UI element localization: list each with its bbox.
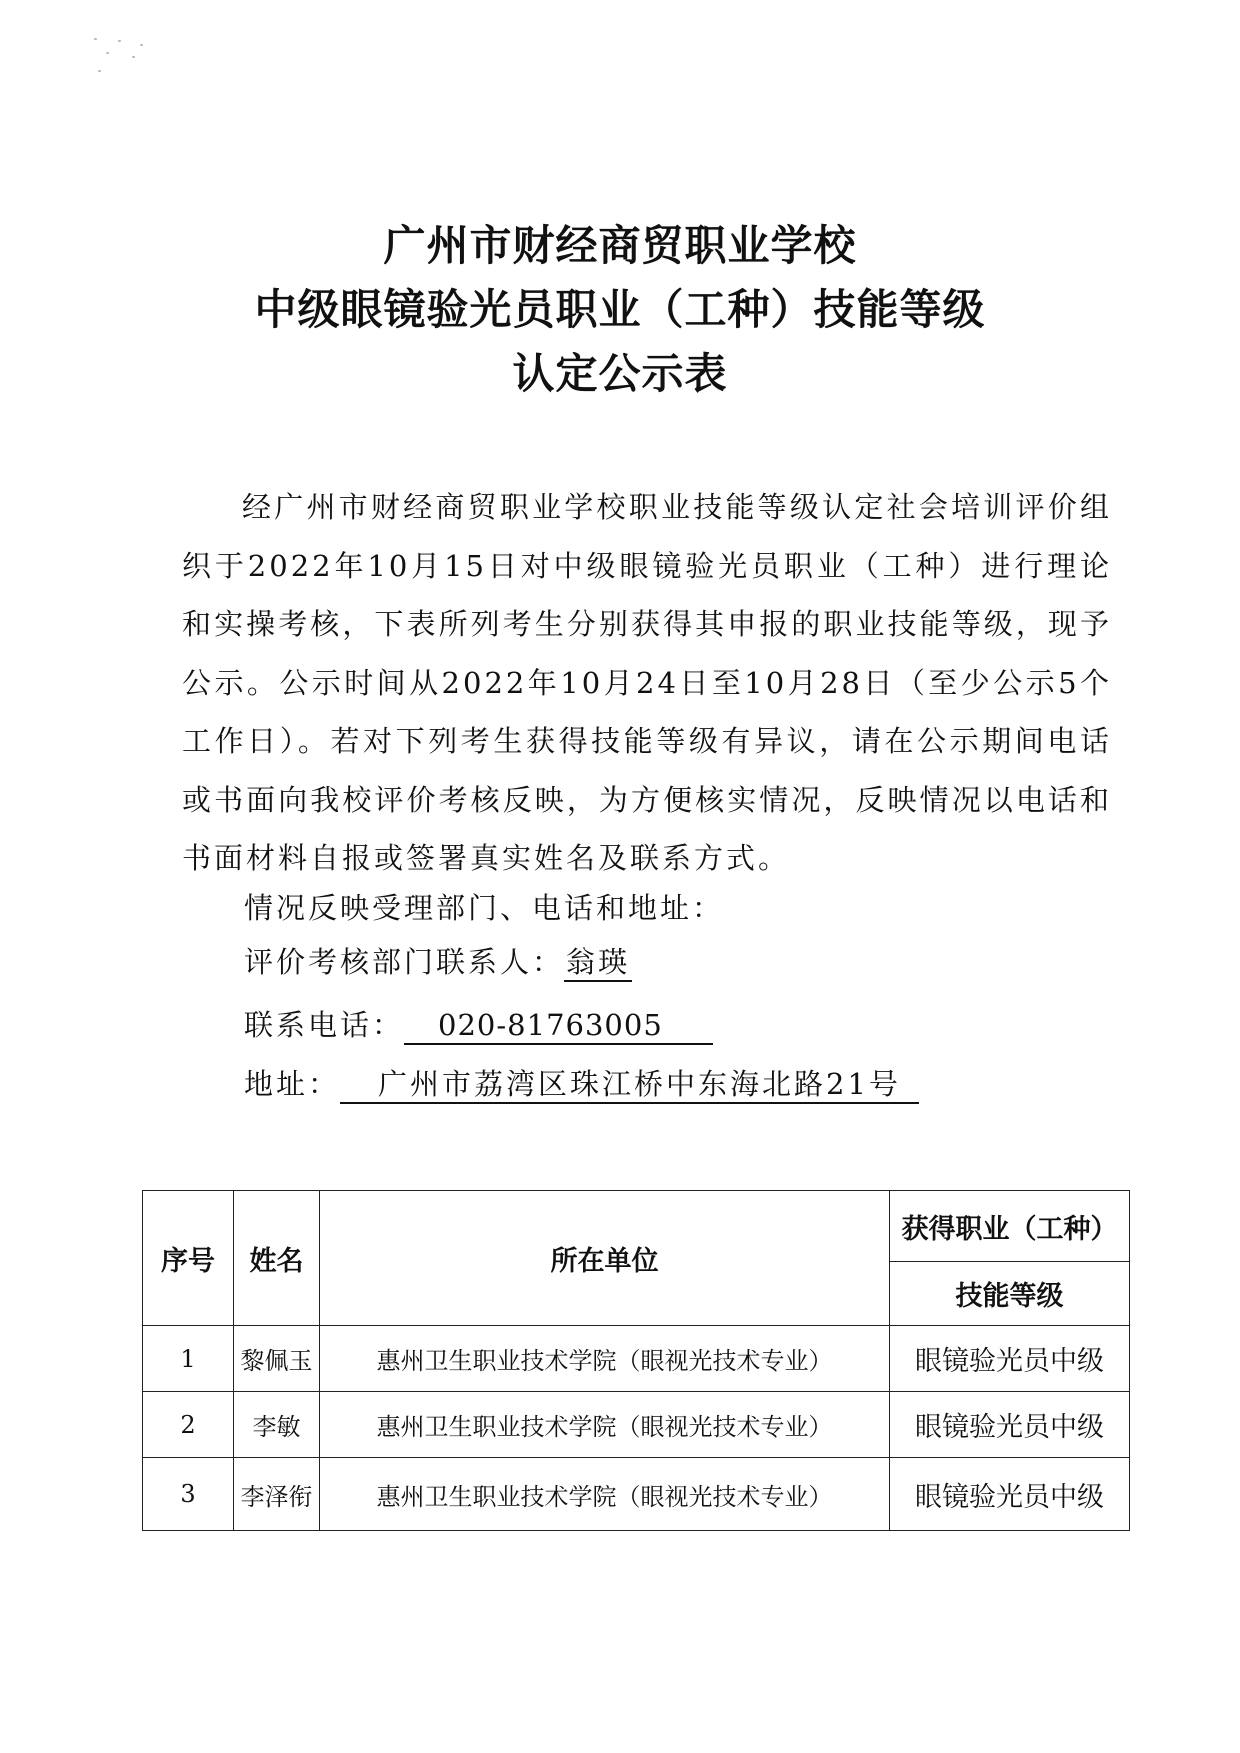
notice-paragraph: 经广州市财经商贸职业学校职业技能等级认定社会培训评价组织于2022年10月15日对中级眼镜验光员职业（工种）进行理论和实操考核，下表所列考生分别获得其申报的职业技能等级，现予公示。公示时间从2022年10月24日至10月28日（至少公示5个工作日）。若对下列考生获得技能等级有异议，请在公示期间电话或书面向我校评价考核反映，为方便核实情况，反映情况以电话和书面材料自报或签署真实姓名及联系方式。 <box>182 490 1112 875</box>
table-row <box>143 1326 1130 1392</box>
phone-label: 联系电话： <box>244 1008 405 1042</box>
page-title-line-3: 认定公示表 <box>512 349 728 398</box>
row-name: 黎佩玉 <box>234 1326 320 1392</box>
page-title-line-2: 中级眼镜验光员职业（工种）技能等级 <box>254 285 986 334</box>
table-row <box>143 1458 1130 1531</box>
contact-line <box>244 942 632 982</box>
contact-label: 评价考核部门联系人： <box>244 945 565 979</box>
contact-name: 翁瑛 <box>564 944 632 982</box>
roster-table <box>142 1190 1130 1531</box>
table-header-row <box>143 1191 1130 1262</box>
row-seq: 3 <box>143 1458 234 1531</box>
row-name: 李泽衔 <box>234 1458 320 1531</box>
row-level: 眼镜验光员中级 <box>890 1392 1130 1458</box>
page-title-line-1: 广州市财经商贸职业学校 <box>383 221 857 270</box>
row-unit: 惠州卫生职业技术学院（眼视光技术专业） <box>320 1326 890 1392</box>
row-name: 李敏 <box>234 1392 320 1458</box>
header-unit: 所在单位 <box>320 1191 890 1326</box>
row-seq: 1 <box>143 1326 234 1392</box>
header-name: 姓名 <box>234 1191 320 1326</box>
row-seq: 2 <box>143 1392 234 1458</box>
header-occupation: 获得职业（工种） <box>890 1191 1130 1262</box>
phone-line <box>244 1005 713 1045</box>
header-level: 技能等级 <box>890 1262 1130 1326</box>
table-row <box>143 1392 1130 1458</box>
dept-line: 情况反映受理部门、电话和地址： <box>244 891 725 925</box>
phone-number: 020-81763005 <box>404 1007 713 1045</box>
header-seq: 序号 <box>143 1191 234 1326</box>
row-level: 眼镜验光员中级 <box>890 1326 1130 1392</box>
row-unit: 惠州卫生职业技术学院（眼视光技术专业） <box>320 1458 890 1531</box>
address-line <box>244 1064 919 1104</box>
row-unit: 惠州卫生职业技术学院（眼视光技术专业） <box>320 1392 890 1458</box>
scan-specks <box>88 30 178 90</box>
row-level: 眼镜验光员中级 <box>890 1458 1130 1531</box>
address-label: 地址： <box>244 1067 341 1101</box>
address-value: 广州市荔湾区珠江桥中东海北路21号 <box>340 1066 919 1104</box>
